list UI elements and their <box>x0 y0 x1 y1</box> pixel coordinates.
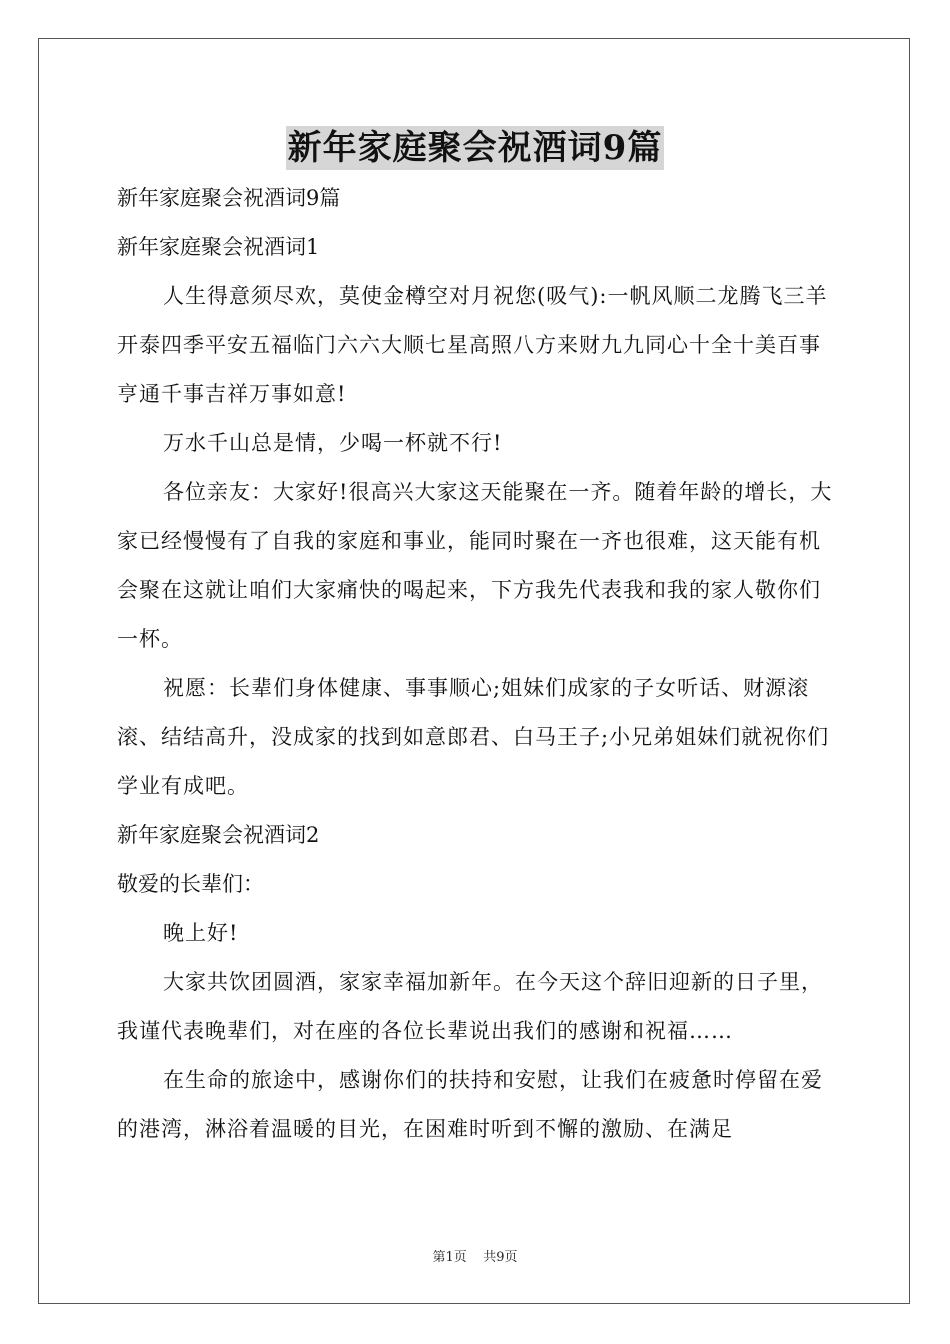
page-number: 第1页 <box>432 1250 467 1265</box>
page-total: 共9页 <box>483 1250 518 1265</box>
paragraph-section-heading-2: 新年家庭聚会祝酒词2 <box>117 823 320 847</box>
paragraph: 祝愿：长辈们身体健康、事事顺心;姐妹们成家的子女听话、财源滚滚、结结高升，没成家的找到如意郎君、白马王子;小兄弟姐妹们就祝你们学业有成吧。 <box>117 676 830 798</box>
paragraph-section-heading-1: 新年家庭聚会祝酒词1 <box>117 235 320 259</box>
paragraph-doc-subtitle: 新年家庭聚会祝酒词9篇 <box>117 186 341 210</box>
document-title: 新年家庭聚会祝酒词9篇 <box>287 128 663 168</box>
paragraph: 人生得意须尽欢，莫使金樽空对月祝您(吸气):一帆风顺二龙腾飞三羊开泰四季平安五福临门六六大顺七星高照八方来财九九同心十全十美百事亨通千事吉祥万事如意! <box>117 284 828 406</box>
document-body <box>117 174 833 1154</box>
paragraph: 晚上好! <box>163 921 239 945</box>
paragraph: 各位亲友：大家好!很高兴大家这天能聚在一齐。随着年龄的增长，大家已经慢慢有了自我的家庭和事业，能同时聚在一齐也很难，这天能有机会聚在这就让咱们大家痛快的喝起来，下方我先代表我和我的家人敬你们一杯。 <box>117 480 833 651</box>
page-footer <box>0 1246 950 1265</box>
paragraph-salutation: 敬爱的长辈们： <box>117 872 264 896</box>
paragraph: 大家共饮团圆酒，家家幸福加新年。在今天这个辞旧迎新的日子里，我谨代表晚辈们，对在座的各位长辈说出我们的感谢和祝福…… <box>117 970 823 1043</box>
paragraph: 万水千山总是情，少喝一杯就不行! <box>163 431 503 455</box>
paragraph: 在生命的旅途中，感谢你们的扶持和安慰，让我们在疲惫时停留在爱的港湾，淋浴着温暖的目光，在困难时听到不懈的激励、在满足 <box>117 1068 823 1141</box>
title-container <box>0 126 950 170</box>
